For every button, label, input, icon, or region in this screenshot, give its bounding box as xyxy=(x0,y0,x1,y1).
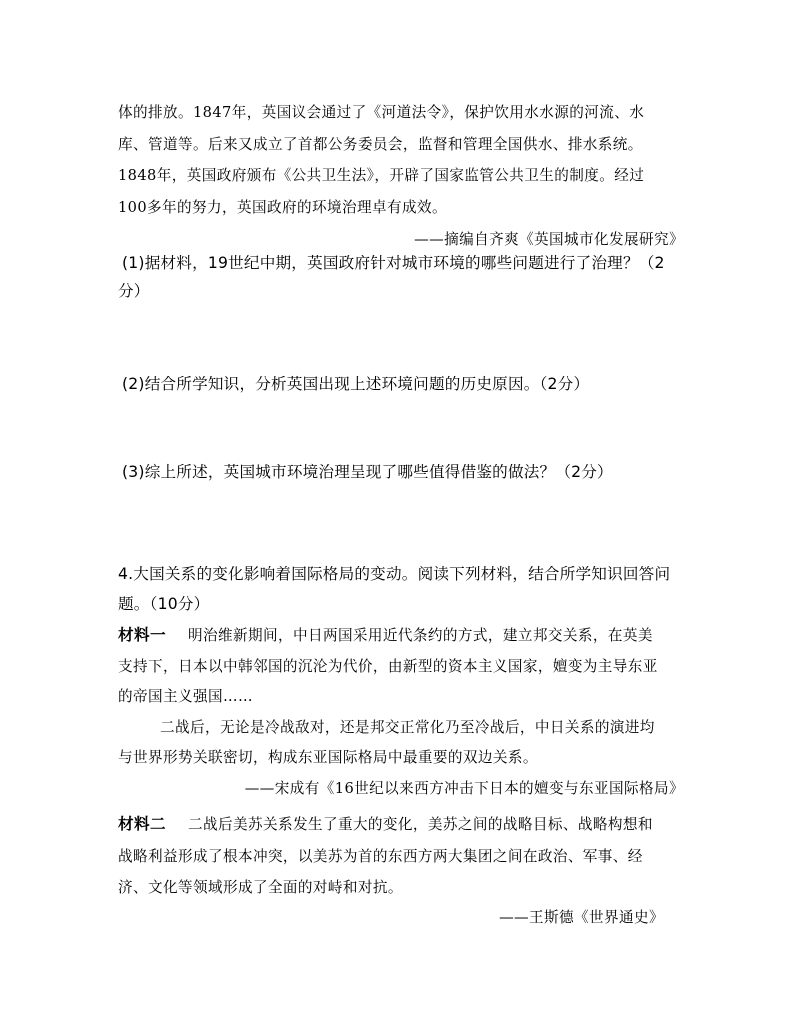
material-1-line-4: 二战后，无论是冷战敌对，还是邦交正常化乃至冷战后，中日关系的演进均 xyxy=(160,719,655,736)
material-1-line-2: 支持下，日本以中韩邻国的沉沦为代价，由新型的资本主义国家，嬗变为主导东亚 xyxy=(118,658,658,675)
passage1-line-1: 体的排放。1847年，英国议会通过了《河道法令》，保护饮用水水源的河流、水 xyxy=(118,104,645,121)
passage1-line-2: 库、管道等。后来又成立了首都公务委员会，监督和管理全国供水、排水系统。 xyxy=(118,136,643,153)
question-4-line-2: 题。（10分） xyxy=(118,595,210,613)
material-1-line-5: 与世界形势关联密切，构成东亚国际格局中最重要的双边关系。 xyxy=(118,749,538,766)
material-2-line-3: 济、文化等领域形成了全面的对峙和对抗。 xyxy=(118,879,403,896)
question-3: (3)综上所述，英国城市环境治理呈现了哪些值得借鉴的做法？（2分） xyxy=(122,463,613,481)
question-2: (2)结合所学知识，分析英国出现上述环境问题的历史原因。（2分） xyxy=(122,375,590,393)
material-2-source: ——王斯德《世界通史》 xyxy=(499,909,664,926)
material-2-line-2: 战略利益形成了根本冲突，以美苏为首的东西方两大集团之间在政治、军事、经 xyxy=(118,848,643,865)
material-1-source: ——宋成有《16世纪以来西方冲击下日本的嬗变与东亚国际格局》 xyxy=(244,780,684,797)
passage1-source: ——摘编自齐爽《英国城市化发展研究》 xyxy=(414,231,684,248)
passage1-line-4: 100多年的努力，英国政府的环境治理卓有成效。 xyxy=(118,199,447,216)
material-1-line-1: 明治维新期间，中日两国采用近代条约的方式，建立邦交关系，在英美 xyxy=(188,627,653,644)
material-2-line-1: 二战后美苏关系发生了重大的变化，美苏之间的战略目标、战略构想和 xyxy=(188,816,653,833)
material-1-line-3: 的帝国主义强国…… xyxy=(118,688,253,705)
material-1-label: 材料一 xyxy=(118,626,166,644)
question-1-line-2: 分） xyxy=(118,282,150,300)
question-1-line-1: (1)据材料，19世纪中期，英国政府针对城市环境的哪些问题进行了治理？（2 xyxy=(122,254,665,272)
question-4-line-1: 4.大国关系的变化影响着国际格局的变动。阅读下列材料，结合所学知识回答问 xyxy=(118,565,671,583)
passage1-line-3: 1848年，英国政府颁布《公共卫生法》，开辟了国家监管公共卫生的制度。经过 xyxy=(118,167,645,184)
material-2-label: 材料二 xyxy=(118,815,166,833)
